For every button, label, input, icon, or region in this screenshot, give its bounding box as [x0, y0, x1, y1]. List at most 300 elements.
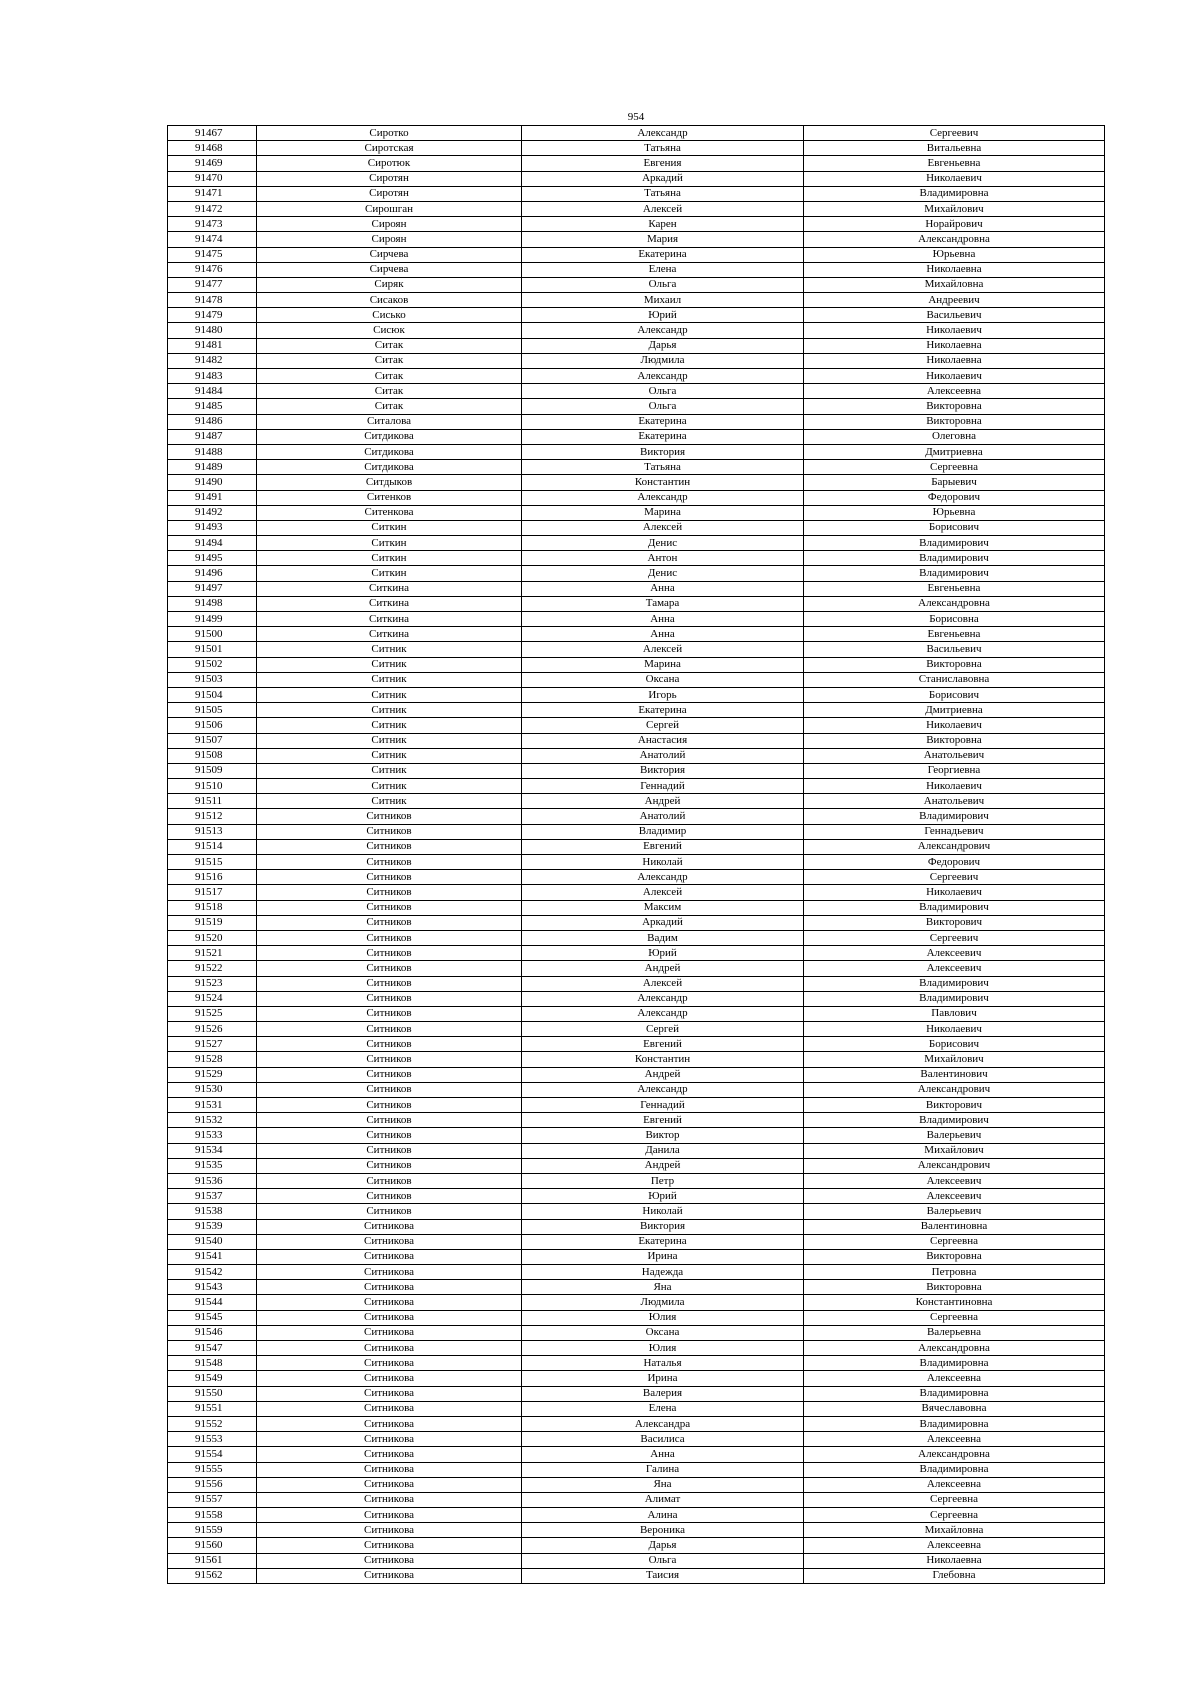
table-row: [168, 930, 1105, 945]
patronymic-cell: Витальевна: [804, 141, 1105, 156]
surname-cell: Ситников: [257, 855, 522, 870]
table-row: [168, 1265, 1105, 1280]
surname-cell: Ситникова: [257, 1416, 522, 1431]
surname-cell: Ситников: [257, 1006, 522, 1021]
record-number-cell: 91493: [168, 520, 257, 535]
table-row: [168, 262, 1105, 277]
record-number-cell: 91495: [168, 551, 257, 566]
first-name-cell: Юрий: [522, 1189, 804, 1204]
surname-cell: Ситник: [257, 703, 522, 718]
first-name-cell: Виктор: [522, 1128, 804, 1143]
table-row: [168, 460, 1105, 475]
surname-cell: Ситников: [257, 900, 522, 915]
table-row: [168, 1325, 1105, 1340]
surname-cell: Ситников: [257, 1052, 522, 1067]
table-row: [168, 1113, 1105, 1128]
first-name-cell: Петр: [522, 1173, 804, 1188]
table-row: [168, 384, 1105, 399]
record-number-cell: 91510: [168, 779, 257, 794]
table-row: [168, 1173, 1105, 1188]
record-number-cell: 91537: [168, 1189, 257, 1204]
first-name-cell: Марина: [522, 657, 804, 672]
table-row: [168, 353, 1105, 368]
surname-cell: Ситникова: [257, 1386, 522, 1401]
surname-cell: Ситникова: [257, 1508, 522, 1523]
surname-cell: Ситникова: [257, 1295, 522, 1310]
patronymic-cell: Сергеевич: [804, 930, 1105, 945]
surname-cell: Ситак: [257, 338, 522, 353]
surname-cell: Ситникова: [257, 1477, 522, 1492]
surname-cell: Ситников: [257, 1158, 522, 1173]
first-name-cell: Анна: [522, 1447, 804, 1462]
table-row: [168, 1128, 1105, 1143]
first-name-cell: Анна: [522, 627, 804, 642]
patronymic-cell: Александровна: [804, 596, 1105, 611]
first-name-cell: Ольга: [522, 277, 804, 292]
table-row: [168, 323, 1105, 338]
surname-cell: Сироян: [257, 232, 522, 247]
first-name-cell: Евгений: [522, 1113, 804, 1128]
record-number-cell: 91468: [168, 141, 257, 156]
first-name-cell: Константин: [522, 475, 804, 490]
surname-cell: Ситникова: [257, 1553, 522, 1568]
surname-cell: Ситалова: [257, 414, 522, 429]
patronymic-cell: Евгеньевна: [804, 156, 1105, 171]
patronymic-cell: Глебовна: [804, 1568, 1105, 1583]
record-number-cell: 91558: [168, 1508, 257, 1523]
record-number-cell: 91475: [168, 247, 257, 262]
patronymic-cell: Николаевич: [804, 1022, 1105, 1037]
table-row: [168, 1022, 1105, 1037]
first-name-cell: Таисия: [522, 1568, 804, 1583]
first-name-cell: Виктория: [522, 763, 804, 778]
patronymic-cell: Николаевна: [804, 1553, 1105, 1568]
surname-cell: Ситник: [257, 718, 522, 733]
first-name-cell: Екатерина: [522, 247, 804, 262]
surname-cell: Ситкин: [257, 536, 522, 551]
first-name-cell: Алимат: [522, 1492, 804, 1507]
table-row: [168, 1280, 1105, 1295]
first-name-cell: Максим: [522, 900, 804, 915]
record-number-cell: 91513: [168, 824, 257, 839]
record-number-cell: 91527: [168, 1037, 257, 1052]
first-name-cell: Александр: [522, 323, 804, 338]
record-number-cell: 91532: [168, 1113, 257, 1128]
first-name-cell: Екатерина: [522, 429, 804, 444]
first-name-cell: Сергей: [522, 718, 804, 733]
patronymic-cell: Алексеевич: [804, 961, 1105, 976]
surname-cell: Ситкина: [257, 627, 522, 642]
first-name-cell: Алексей: [522, 642, 804, 657]
table-row: [168, 718, 1105, 733]
patronymic-cell: Борисовна: [804, 612, 1105, 627]
patronymic-cell: Михайловна: [804, 1523, 1105, 1538]
table-row: [168, 1295, 1105, 1310]
record-number-cell: 91547: [168, 1341, 257, 1356]
record-number-cell: 91503: [168, 672, 257, 687]
table-row: [168, 1416, 1105, 1431]
record-number-cell: 91511: [168, 794, 257, 809]
surname-cell: Ситник: [257, 733, 522, 748]
table-row: [168, 444, 1105, 459]
surname-cell: Ситдикова: [257, 460, 522, 475]
record-number-cell: 91483: [168, 369, 257, 384]
surname-cell: Ситдыков: [257, 475, 522, 490]
patronymic-cell: Александрович: [804, 1082, 1105, 1097]
patronymic-cell: Александрович: [804, 1158, 1105, 1173]
first-name-cell: Оксана: [522, 1325, 804, 1340]
table-row: [168, 414, 1105, 429]
first-name-cell: Екатерина: [522, 703, 804, 718]
surname-cell: Ситников: [257, 1022, 522, 1037]
surname-cell: Ситников: [257, 976, 522, 991]
patronymic-cell: Евгеньевна: [804, 627, 1105, 642]
record-number-cell: 91506: [168, 718, 257, 733]
table-row: [168, 642, 1105, 657]
surname-cell: Ситак: [257, 384, 522, 399]
first-name-cell: Евгения: [522, 156, 804, 171]
table-row: [168, 900, 1105, 915]
surname-cell: Ситникова: [257, 1325, 522, 1340]
table-row: [168, 232, 1105, 247]
first-name-cell: Андрей: [522, 961, 804, 976]
surname-cell: Ситников: [257, 839, 522, 854]
record-number-cell: 91472: [168, 201, 257, 216]
surname-cell: Ситникова: [257, 1401, 522, 1416]
surname-cell: Ситникова: [257, 1265, 522, 1280]
patronymic-cell: Викторовна: [804, 399, 1105, 414]
patronymic-cell: Алексеевич: [804, 1173, 1105, 1188]
first-name-cell: Алина: [522, 1508, 804, 1523]
patronymic-cell: Геннадьевич: [804, 824, 1105, 839]
record-number-cell: 91500: [168, 627, 257, 642]
patronymic-cell: Алексеевна: [804, 1371, 1105, 1386]
patronymic-cell: Олеговна: [804, 429, 1105, 444]
surname-cell: Ситник: [257, 657, 522, 672]
record-number-cell: 91497: [168, 581, 257, 596]
table-row: [168, 961, 1105, 976]
record-number-cell: 91539: [168, 1219, 257, 1234]
patronymic-cell: Александровна: [804, 232, 1105, 247]
surname-cell: Ситников: [257, 885, 522, 900]
table-row: [168, 1234, 1105, 1249]
first-name-cell: Александр: [522, 126, 804, 141]
surname-cell: Ситникова: [257, 1249, 522, 1264]
first-name-cell: Николай: [522, 855, 804, 870]
first-name-cell: Татьяна: [522, 186, 804, 201]
surname-cell: Ситникова: [257, 1432, 522, 1447]
record-number-cell: 91554: [168, 1447, 257, 1462]
surname-cell: Ситник: [257, 642, 522, 657]
table-row: [168, 733, 1105, 748]
record-number-cell: 91552: [168, 1416, 257, 1431]
table-row: [168, 338, 1105, 353]
table-row: [168, 1553, 1105, 1568]
table-row: [168, 399, 1105, 414]
surname-cell: Ситкина: [257, 581, 522, 596]
record-number-cell: 91501: [168, 642, 257, 657]
table-row: [168, 809, 1105, 824]
surname-cell: Ситкина: [257, 612, 522, 627]
patronymic-cell: Викторовна: [804, 1280, 1105, 1295]
first-name-cell: Алексей: [522, 520, 804, 535]
patronymic-cell: Николаевич: [804, 323, 1105, 338]
first-name-cell: Оксана: [522, 672, 804, 687]
record-number-cell: 91512: [168, 809, 257, 824]
surname-cell: Ситникова: [257, 1234, 522, 1249]
first-name-cell: Анастасия: [522, 733, 804, 748]
table-row: [168, 779, 1105, 794]
first-name-cell: Татьяна: [522, 141, 804, 156]
record-number-cell: 91538: [168, 1204, 257, 1219]
first-name-cell: Ольга: [522, 384, 804, 399]
patronymic-cell: Валентинович: [804, 1067, 1105, 1082]
patronymic-cell: Станиславовна: [804, 672, 1105, 687]
first-name-cell: Дарья: [522, 338, 804, 353]
first-name-cell: Надежда: [522, 1265, 804, 1280]
record-number-cell: 91551: [168, 1401, 257, 1416]
surname-cell: Ситникова: [257, 1447, 522, 1462]
table-row: [168, 870, 1105, 885]
surname-cell: Сисюк: [257, 323, 522, 338]
record-number-cell: 91530: [168, 1082, 257, 1097]
table-row: [168, 308, 1105, 323]
record-number-cell: 91479: [168, 308, 257, 323]
first-name-cell: Людмила: [522, 1295, 804, 1310]
first-name-cell: Тамара: [522, 596, 804, 611]
table-row: [168, 946, 1105, 961]
registry-body: [168, 126, 1105, 1584]
record-number-cell: 91488: [168, 444, 257, 459]
patronymic-cell: Вячеславовна: [804, 1401, 1105, 1416]
surname-cell: Ситников: [257, 1082, 522, 1097]
patronymic-cell: Алексеевна: [804, 1477, 1105, 1492]
first-name-cell: Данила: [522, 1143, 804, 1158]
patronymic-cell: Юрьевна: [804, 505, 1105, 520]
patronymic-cell: Николаевич: [804, 779, 1105, 794]
patronymic-cell: Викторовна: [804, 657, 1105, 672]
record-number-cell: 91559: [168, 1523, 257, 1538]
first-name-cell: Алексей: [522, 885, 804, 900]
table-row: [168, 1401, 1105, 1416]
table-row: [168, 657, 1105, 672]
table-row: [168, 1386, 1105, 1401]
patronymic-cell: Сергеевна: [804, 1508, 1105, 1523]
table-row: [168, 976, 1105, 991]
first-name-cell: Анна: [522, 612, 804, 627]
patronymic-cell: Владимирович: [804, 1113, 1105, 1128]
first-name-cell: Игорь: [522, 687, 804, 702]
patronymic-cell: Алексеевна: [804, 384, 1105, 399]
table-row: [168, 612, 1105, 627]
surname-cell: Ситкина: [257, 596, 522, 611]
patronymic-cell: Владимирович: [804, 536, 1105, 551]
table-row: [168, 1492, 1105, 1507]
record-number-cell: 91514: [168, 839, 257, 854]
first-name-cell: Екатерина: [522, 414, 804, 429]
first-name-cell: Ирина: [522, 1249, 804, 1264]
surname-cell: Ситникова: [257, 1538, 522, 1553]
table-row: [168, 1462, 1105, 1477]
record-number-cell: 91498: [168, 596, 257, 611]
first-name-cell: Анатолий: [522, 809, 804, 824]
first-name-cell: Сергей: [522, 1022, 804, 1037]
patronymic-cell: Николаевна: [804, 338, 1105, 353]
patronymic-cell: Федорович: [804, 490, 1105, 505]
record-number-cell: 91544: [168, 1295, 257, 1310]
table-row: [168, 247, 1105, 262]
first-name-cell: Евгений: [522, 1037, 804, 1052]
record-number-cell: 91487: [168, 429, 257, 444]
record-number-cell: 91562: [168, 1568, 257, 1583]
patronymic-cell: Норайрович: [804, 217, 1105, 232]
surname-cell: Ситдикова: [257, 444, 522, 459]
surname-cell: Ситдикова: [257, 429, 522, 444]
patronymic-cell: Барыевич: [804, 475, 1105, 490]
first-name-cell: Людмила: [522, 353, 804, 368]
first-name-cell: Андрей: [522, 794, 804, 809]
surname-cell: Сиротюк: [257, 156, 522, 171]
surname-cell: Сисаков: [257, 293, 522, 308]
patronymic-cell: Николаевна: [804, 353, 1105, 368]
first-name-cell: Виктория: [522, 444, 804, 459]
first-name-cell: Ирина: [522, 1371, 804, 1386]
table-row: [168, 1477, 1105, 1492]
record-number-cell: 91549: [168, 1371, 257, 1386]
patronymic-cell: Владимирович: [804, 809, 1105, 824]
record-number-cell: 91534: [168, 1143, 257, 1158]
patronymic-cell: Борисович: [804, 1037, 1105, 1052]
patronymic-cell: Николаевич: [804, 885, 1105, 900]
patronymic-cell: Владимирович: [804, 991, 1105, 1006]
table-row: [168, 763, 1105, 778]
record-number-cell: 91507: [168, 733, 257, 748]
surname-cell: Ситкин: [257, 566, 522, 581]
first-name-cell: Юлия: [522, 1341, 804, 1356]
record-number-cell: 91482: [168, 353, 257, 368]
first-name-cell: Юрий: [522, 946, 804, 961]
surname-cell: Ситникова: [257, 1568, 522, 1583]
table-row: [168, 293, 1105, 308]
patronymic-cell: Владимировна: [804, 186, 1105, 201]
first-name-cell: Виктория: [522, 1219, 804, 1234]
record-number-cell: 91545: [168, 1310, 257, 1325]
first-name-cell: Юрий: [522, 308, 804, 323]
patronymic-cell: Васильевич: [804, 308, 1105, 323]
table-row: [168, 824, 1105, 839]
record-number-cell: 91474: [168, 232, 257, 247]
first-name-cell: Ольга: [522, 399, 804, 414]
surname-cell: Ситников: [257, 930, 522, 945]
table-row: [168, 369, 1105, 384]
surname-cell: Сиротян: [257, 186, 522, 201]
record-number-cell: 91480: [168, 323, 257, 338]
surname-cell: Ситник: [257, 687, 522, 702]
patronymic-cell: Викторовна: [804, 414, 1105, 429]
record-number-cell: 91492: [168, 505, 257, 520]
surname-cell: Ситников: [257, 915, 522, 930]
first-name-cell: Анатолий: [522, 748, 804, 763]
table-row: [168, 1006, 1105, 1021]
record-number-cell: 91526: [168, 1022, 257, 1037]
surname-cell: Сиряк: [257, 277, 522, 292]
table-row: [168, 536, 1105, 551]
record-number-cell: 91523: [168, 976, 257, 991]
surname-cell: Ситников: [257, 991, 522, 1006]
table-row: [168, 991, 1105, 1006]
patronymic-cell: Михайловна: [804, 277, 1105, 292]
surname-cell: Ситников: [257, 1143, 522, 1158]
first-name-cell: Андрей: [522, 1158, 804, 1173]
patronymic-cell: Алексеевна: [804, 1538, 1105, 1553]
first-name-cell: Галина: [522, 1462, 804, 1477]
patronymic-cell: Викторович: [804, 915, 1105, 930]
table-row: [168, 839, 1105, 854]
patronymic-cell: Михайлович: [804, 201, 1105, 216]
table-row: [168, 141, 1105, 156]
patronymic-cell: Андреевич: [804, 293, 1105, 308]
table-row: [168, 490, 1105, 505]
patronymic-cell: Владимирович: [804, 551, 1105, 566]
record-number-cell: 91553: [168, 1432, 257, 1447]
record-number-cell: 91546: [168, 1325, 257, 1340]
first-name-cell: Александр: [522, 870, 804, 885]
surname-cell: Ситников: [257, 1128, 522, 1143]
table-row: [168, 885, 1105, 900]
patronymic-cell: Николаевна: [804, 262, 1105, 277]
first-name-cell: Татьяна: [522, 460, 804, 475]
patronymic-cell: Александровна: [804, 1341, 1105, 1356]
patronymic-cell: Сергеевна: [804, 1234, 1105, 1249]
surname-cell: Сирчева: [257, 262, 522, 277]
record-number-cell: 91543: [168, 1280, 257, 1295]
table-row: [168, 1249, 1105, 1264]
surname-cell: Сисько: [257, 308, 522, 323]
first-name-cell: Денис: [522, 566, 804, 581]
record-number-cell: 91561: [168, 1553, 257, 1568]
first-name-cell: Елена: [522, 1401, 804, 1416]
patronymic-cell: Васильевич: [804, 642, 1105, 657]
record-number-cell: 91518: [168, 900, 257, 915]
surname-cell: Ситников: [257, 1189, 522, 1204]
record-number-cell: 91490: [168, 475, 257, 490]
patronymic-cell: Владимирович: [804, 566, 1105, 581]
record-number-cell: 91481: [168, 338, 257, 353]
record-number-cell: 91519: [168, 915, 257, 930]
first-name-cell: Александр: [522, 369, 804, 384]
table-row: [168, 1356, 1105, 1371]
table-row: [168, 217, 1105, 232]
record-number-cell: 91556: [168, 1477, 257, 1492]
patronymic-cell: Петровна: [804, 1265, 1105, 1280]
surname-cell: Ситников: [257, 870, 522, 885]
patronymic-cell: Александрович: [804, 839, 1105, 854]
record-number-cell: 91502: [168, 657, 257, 672]
table-row: [168, 1219, 1105, 1234]
table-row: [168, 915, 1105, 930]
surname-cell: Ситак: [257, 399, 522, 414]
record-number-cell: 91491: [168, 490, 257, 505]
table-row: [168, 1052, 1105, 1067]
table-row: [168, 520, 1105, 535]
first-name-cell: Константин: [522, 1052, 804, 1067]
table-row: [168, 1310, 1105, 1325]
record-number-cell: 91471: [168, 186, 257, 201]
patronymic-cell: Георгиевна: [804, 763, 1105, 778]
table-row: [168, 1341, 1105, 1356]
first-name-cell: Евгений: [522, 839, 804, 854]
first-name-cell: Яна: [522, 1477, 804, 1492]
